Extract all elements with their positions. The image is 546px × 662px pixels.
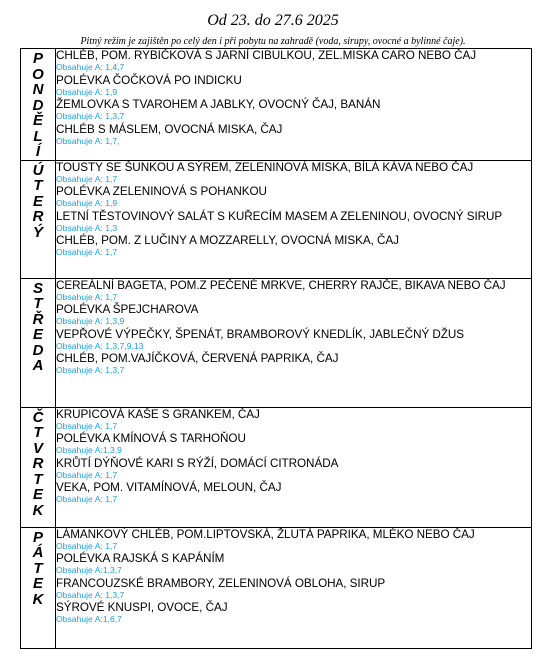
allergen-info: Obsahuje A: 1,7	[56, 469, 118, 480]
day-name-vertical	[21, 528, 55, 608]
allergen-info: Obsahuje A:1,6,7	[56, 614, 122, 624]
dish-name: VEKA, POM. VITAMÍNOVÁ, MELOUN, ČAJ	[56, 481, 282, 494]
day-row	[21, 278, 532, 407]
day-letter: T	[33, 177, 43, 194]
meals-cell	[56, 278, 532, 407]
day-letter: S	[32, 279, 43, 297]
menu-title: Od 23. do 27.6 2025	[207, 12, 339, 29]
dish-name: CEREÁLNÍ BAGETA, POM.Z PEČENÉ MRKVE, CHERRY RAJČE, BIKAVA NEBO ČAJ	[56, 278, 506, 292]
allergen-info: Obsahuje A: 1,3,7	[56, 365, 125, 375]
day-row	[21, 527, 532, 648]
day-letter: E	[32, 192, 43, 210]
day-letter: Ř	[32, 310, 44, 328]
allergen-info: Obsahuje A: 1,3,9	[56, 316, 125, 326]
day-row	[21, 407, 532, 527]
meals-cell	[56, 160, 532, 278]
day-letter: Í	[35, 143, 41, 160]
day-letter: T	[33, 559, 43, 577]
day-row	[21, 49, 532, 161]
meals-cell	[56, 49, 532, 161]
day-letter: T	[33, 424, 43, 441]
dish-name: KRUPICOVÁ KAŠE S GRANKEM, ČAJ	[56, 407, 260, 421]
allergen-info: Obsahuje A: 1,3,7	[56, 111, 125, 121]
dish-name: POLÉVKA ŠPEJCHAROVA	[56, 303, 199, 316]
dish-name: ŽEMLOVKA S TVAROHEM A JABLKY, OVOCNÝ ČAJ, BANÁN	[56, 98, 381, 111]
dish-name: CHLÉB, POM. RYBIČKOVÁ S JARNÍ CIBULKOU, ZEL.MISKA CARO NEBO ČAJ	[56, 49, 477, 62]
weekly-menu-table	[20, 48, 532, 649]
allergen-info: Obsahuje A: 1,7	[56, 173, 118, 184]
day-name-vertical	[21, 161, 55, 241]
allergen-info: Obsahuje A: 1,7	[56, 291, 118, 302]
day-letter: D	[32, 341, 44, 359]
allergen-info: Obsahuje A: 1,9	[56, 86, 118, 97]
day-letter: D	[32, 96, 44, 114]
day-letter: Ý	[32, 223, 43, 241]
day-letter: E	[32, 575, 43, 592]
dish-name: VEPŘOVÉ VÝPEČKY, ŠPENÁT, BRAMBOROVÝ KNEDLÍK, JABLEČNÝ DŽUS	[56, 327, 465, 341]
dish-name: FRANCOUZSKÉ BRAMBORY, ZELENINOVÁ OBLOHA, SIRUP	[56, 576, 386, 590]
dish-name: KRŮTÍ DÝŇOVÉ KARI S RÝŽÍ, DOMÁCÍ CITRONÁDA	[56, 456, 339, 470]
allergen-info: Obsahuje A: 1,7	[56, 247, 118, 257]
day-letter: R	[32, 208, 44, 225]
dish-name: CHLÉB, POM. Z LUČINY A MOZZARELLY, OVOCNÁ MISKA, ČAJ	[56, 234, 399, 247]
dish-name: POLÉVKA ČOČKOVÁ PO INDICKU	[56, 73, 242, 87]
meals-cell	[56, 527, 532, 648]
day-row	[21, 160, 532, 278]
day-letter: Ú	[32, 161, 44, 179]
dish-name: CHLÉB S MÁSLEM, OVOCNÁ MISKA, ČAJ	[56, 122, 283, 136]
day-letter: T	[33, 295, 43, 312]
dish-name: POLÉVKA ZELENINOVÁ S POHANKOU	[56, 185, 267, 198]
day-letter: V	[32, 439, 43, 457]
day-letter: Ě	[32, 112, 43, 129]
day-letter: O	[32, 65, 44, 83]
day-name-cell	[21, 407, 56, 527]
dish-name: LÁMANKOVÝ CHLÉB, POM.LIPTOVSKÁ, ŽLUTÁ PAPRIKA, MLÉKO NEBO ČAJ	[56, 527, 475, 541]
day-letter: A	[32, 357, 44, 374]
dish-name: TOUSTY SE ŠUNKOU A SÝREM, ZELENINOVÁ MISKA, BÍLÁ KÁVA NEBO ČAJ	[56, 160, 474, 174]
allergen-info: Obsahuje A: 1,3	[56, 222, 118, 233]
day-name-cell	[21, 160, 56, 278]
allergen-info: Obsahuje A: 1,3,7,9,13	[56, 340, 144, 351]
day-name-cell	[21, 278, 56, 407]
drinking-regime-note: Pitný režim je zajištěn po celý den i při pobytu na zahradě (voda, sirupy, ovocné a bylinné čaje).	[80, 36, 466, 47]
dish-name: SÝROVÉ KNUSPI, OVOCE, ČAJ	[56, 601, 228, 614]
dish-name: CHLÉB, POM.VAJÍČKOVÁ, ČERVENÁ PAPRIKA, ČAJ	[56, 352, 339, 365]
day-letter: R	[32, 455, 44, 472]
allergen-info: Obsahuje A:1,3,9	[56, 445, 122, 455]
allergen-info: Obsahuje A: 1,7	[56, 420, 118, 431]
day-letter: K	[32, 590, 44, 608]
day-letter: P	[32, 528, 43, 546]
allergen-info: Obsahuje A: 1,7	[56, 540, 118, 551]
meals-cell	[56, 407, 532, 527]
day-letter: T	[33, 470, 43, 488]
allergen-info: Obsahuje A: 1,3,7	[56, 589, 125, 600]
day-letter: Č	[32, 408, 44, 426]
day-letter: E	[32, 486, 43, 503]
dish-name: LETNÍ TĚSTOVINOVÝ SALÁT S KUŘECÍM MASEM A ZELENINOU, OVOCNÝ SIRUP	[56, 209, 503, 223]
day-letter: L	[33, 127, 43, 145]
allergen-info: Obsahuje A: 1,7,	[56, 135, 120, 146]
day-letter: K	[32, 501, 44, 519]
allergen-info: Obsahuje A:1,3,7	[56, 565, 122, 575]
dish-name: POLÉVKA KMÍNOVÁ S TARHOŇOU	[56, 432, 246, 445]
day-letter: Á	[32, 544, 44, 561]
day-name-vertical	[21, 279, 55, 374]
day-letter: E	[32, 326, 43, 343]
allergen-info: Obsahuje A: 1,7	[56, 494, 118, 504]
day-letter: N	[32, 81, 44, 98]
allergen-info: Obsahuje A: 1,9	[56, 198, 118, 208]
day-name-vertical	[21, 49, 55, 160]
allergen-info: Obsahuje A: 1,4,7	[56, 62, 125, 72]
day-name-cell	[21, 49, 56, 161]
day-letter: P	[32, 50, 43, 67]
day-name-vertical	[21, 408, 55, 519]
dish-name: POLÉVKA RAJSKÁ S KAPÁNÍM	[56, 552, 225, 565]
day-name-cell	[21, 527, 56, 648]
